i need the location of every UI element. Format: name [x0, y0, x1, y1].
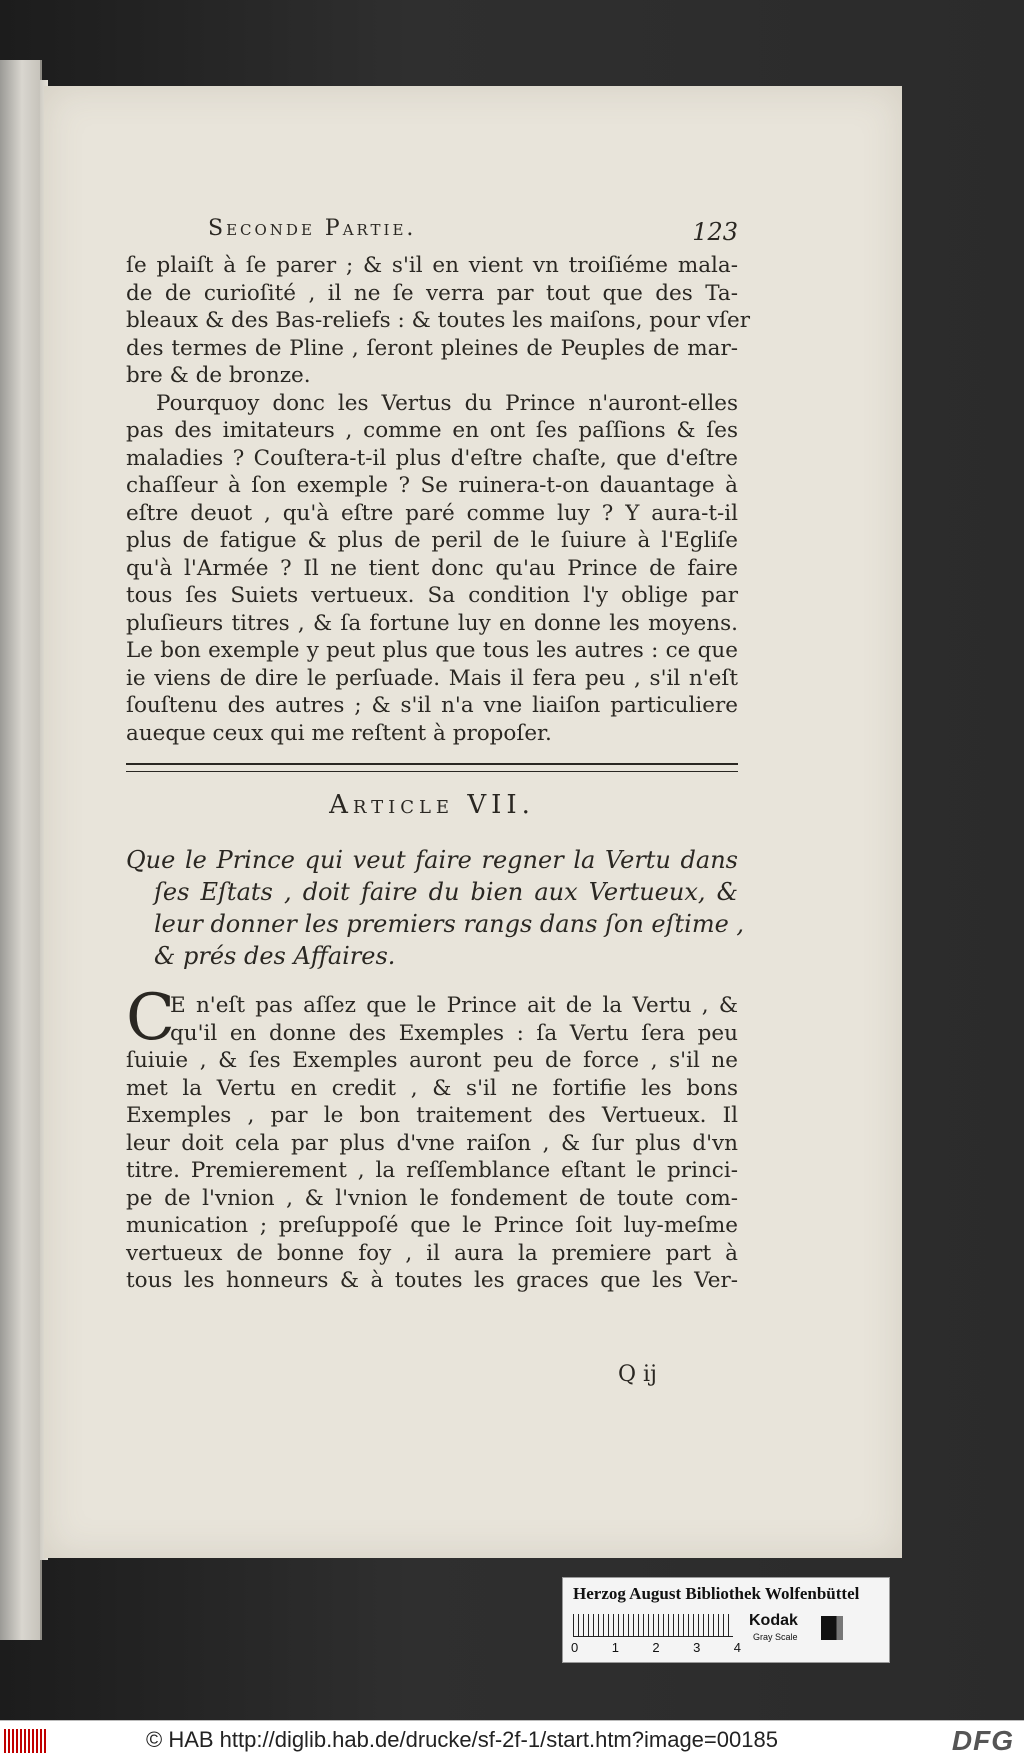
- text-line: ſouſtenu des autres ; & s'il n'a vne liaiſon particuliere: [126, 693, 738, 718]
- library-name: Herzog August Bibliothek Wolfenbüttel: [573, 1584, 860, 1603]
- text-line: vertueux de bonne foy , il aura la premiere part à: [126, 1240, 738, 1266]
- text-line: titre. Premierement , la reſſemblance eſtant le princi-: [126, 1158, 738, 1183]
- article-heading: Article VII.: [329, 790, 535, 820]
- signature-mark: Q ij: [618, 1362, 657, 1387]
- text-line: pluſieurs titres , & ſa fortune luy en donne les moyens.: [126, 610, 738, 636]
- text-line: Le bon exemple y peut plus que tous les autres : ce que: [126, 638, 738, 663]
- scale-ruler: [573, 1614, 733, 1637]
- scale-number: 2: [652, 1640, 660, 1655]
- opening-paragraph: [126, 981, 738, 1295]
- scale-number: 3: [693, 1640, 701, 1655]
- paragraph-continued: [126, 252, 751, 390]
- gray-scale-label: Gray Scale: [753, 1632, 798, 1642]
- kodak-logo: Kodak: [749, 1612, 798, 1629]
- text-line: pe de l'vnion , & l'vnion le fondement de toute com-: [126, 1185, 738, 1211]
- text-line: maladies ? Couſtera-t-il plus d'eſtre chaſte, que d'eſtre: [126, 445, 738, 471]
- text-line: Pourquoy donc les Vertus du Prince n'auront-elles: [156, 390, 738, 416]
- scale-number: 1: [611, 1640, 619, 1655]
- paragraph: [126, 390, 738, 748]
- summary-line: Que le Prince qui veut faire regner la Vertu dans: [126, 846, 738, 874]
- running-head: Seconde Partie.: [208, 216, 417, 241]
- text-line: qu'il en donne des Exemples : ſa Vertu ſera peu: [170, 1020, 738, 1046]
- text-line: E n'eſt pas aſſez que le Prince ait de la Vertu , &: [170, 993, 738, 1018]
- scale-number: 0: [571, 1640, 579, 1655]
- text-line: munication ; preſuppoſé que le Prince ſoit luy-meſme: [126, 1213, 738, 1238]
- text-line: des termes de Pline , ſeront pleines de Peuples de mar-: [126, 335, 738, 361]
- drop-capital: C: [126, 981, 175, 1055]
- source-link[interactable]: © HAB http://diglib.hab.de/drucke/sf-2f-1/start.htm?image=00185: [146, 1727, 778, 1752]
- text-line: chaſſeur à ſon exemple ? Se ruinera-t-on dauantage à: [126, 473, 738, 498]
- scale-number: 4: [733, 1640, 741, 1655]
- section-divider: [126, 763, 738, 772]
- text-line: leur doit cela par plus d'vne raiſon , & ſur plus d'vn: [126, 1130, 738, 1156]
- text-line: pas des imitateurs , comme en ont ſes paſſions & ſes: [126, 418, 738, 443]
- summary-line: leur donner les premiers rangs dans ſon eſtime ,: [154, 910, 745, 938]
- text-line: ſe plaiſt à ſe parer ; & s'il en vient vn troiſiéme mala-: [126, 253, 738, 278]
- text-line: met la Vertu en credit , & s'il ne fortifie les bons: [126, 1075, 738, 1101]
- book-page: [44, 86, 902, 1558]
- text-line: Exemples , par le bon traitement des Vertueux. Il: [126, 1103, 738, 1128]
- text-line: de de curioſité , il ne ſe verra par tout que des Ta-: [126, 280, 738, 306]
- text-line: tous les honneurs & à toutes les graces que les Ver-: [126, 1268, 738, 1293]
- footer-bar: [0, 1720, 1024, 1760]
- page-header: [126, 212, 738, 252]
- article-summary: [126, 844, 745, 972]
- summary-line: & prés des Affaires.: [154, 942, 396, 970]
- barcode-icon: [4, 1729, 46, 1753]
- gray-patch: [821, 1616, 843, 1640]
- dfg-logo: DFG: [951, 1725, 1014, 1756]
- page-text-block: [126, 212, 751, 1295]
- text-line: bre & de bronze.: [126, 363, 311, 388]
- text-line: aueque ceux qui me reſtent à propoſer.: [126, 720, 552, 746]
- text-line: eſtre deuot , qu'à eſtre paré comme luy ? Y aura-t-il: [126, 500, 738, 526]
- text-line: qu'à l'Armée ? Il ne tient donc qu'au Prince de faire: [126, 555, 738, 581]
- facing-page-edge: [0, 60, 42, 1640]
- color-scale-card: [562, 1577, 890, 1663]
- text-line: ſuiuie , & ſes Exemples auront peu de force , s'il ne: [126, 1048, 738, 1073]
- text-line: ie viens de dire le perſuade. Mais il fera peu , s'il n'eſt: [126, 665, 738, 691]
- page-number: 123: [692, 218, 738, 246]
- scale-numbers: [571, 1640, 741, 1655]
- text-line: tous ſes Suiets vertueux. Sa condition l'y oblige par: [126, 583, 738, 608]
- text-line: bleaux & des Bas-reliefs : & toutes les maiſons, pour vſer: [126, 308, 751, 333]
- text-line: plus de fatigue & plus de peril de le ſuiure à l'Egliſe: [126, 528, 738, 553]
- summary-line: ſes Eſtats , doit faire du bien aux Vertueux, &: [154, 878, 738, 906]
